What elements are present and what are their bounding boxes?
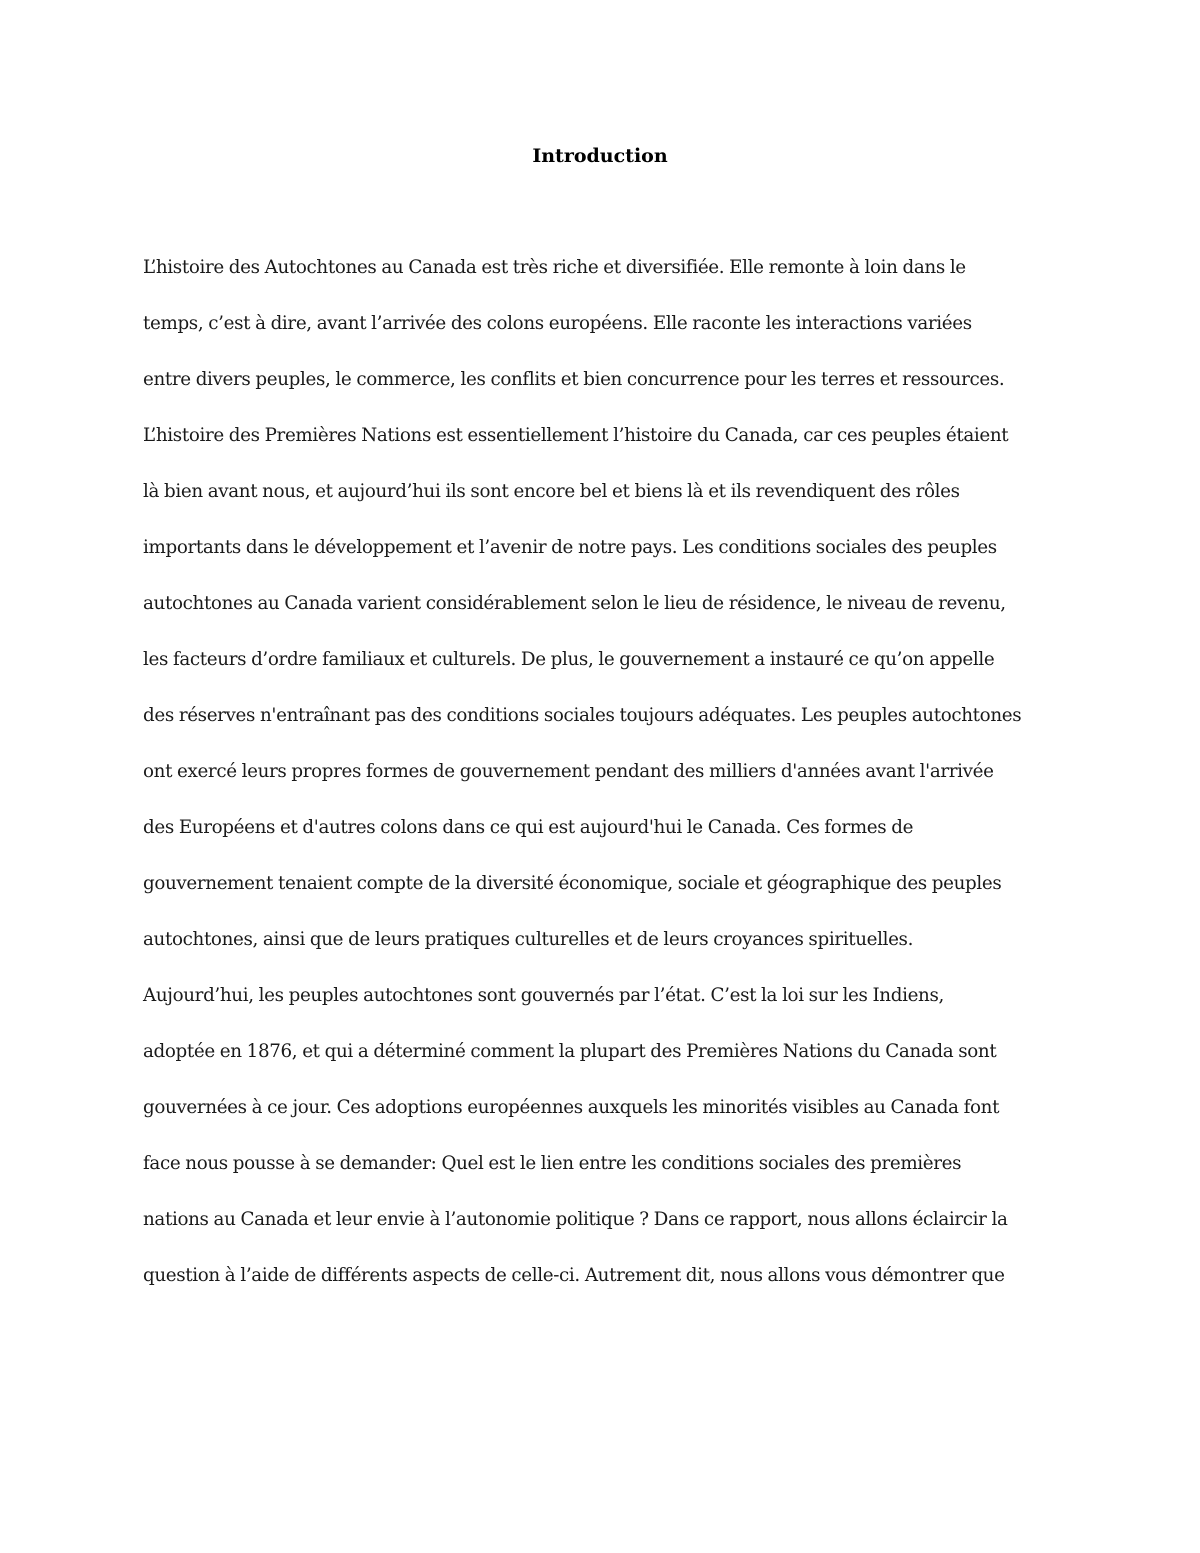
text-line: temps, c’est à dire, avant l’arrivée des colons européens. Elle raconte les interactions variées: [143, 313, 972, 334]
text-line: nations au Canada et leur envie à l’autonomie politique ? Dans ce rapport, nous allons éclaircir la: [143, 1209, 1008, 1230]
text-line: entre divers peuples, le commerce, les conflits et bien concurrence pour les terres et ressources.: [143, 369, 1005, 390]
text-line: L’histoire des Premières Nations est essentiellement l’histoire du Canada, car ces peuples étaient: [143, 425, 1009, 446]
page-title: Introduction: [532, 145, 668, 167]
body-text: [143, 252, 1063, 1316]
text-line: des réserves n'entraînant pas des conditions sociales toujours adéquates. Les peuples autochtones: [143, 705, 1022, 726]
text-line: question à l’aide de différents aspects de celle-ci. Autrement dit, nous allons vous démontrer que: [143, 1265, 1005, 1286]
text-line: gouvernement tenaient compte de la diversité économique, sociale et géographique des peuples: [143, 873, 1002, 894]
text-line: ont exercé leurs propres formes de gouvernement pendant des milliers d'années avant l'arrivée: [143, 761, 994, 782]
text-line: les facteurs d’ordre familiaux et culturels. De plus, le gouvernement a instauré ce qu’on appelle: [143, 649, 995, 670]
text-line: importants dans le développement et l’avenir de notre pays. Les conditions sociales des peuples: [143, 537, 997, 558]
text-line: face nous pousse à se demander: Quel est le lien entre les conditions sociales des premières: [143, 1153, 962, 1174]
text-line: Aujourd’hui, les peuples autochtones sont gouvernés par l’état. C’est la loi sur les Indiens,: [143, 985, 944, 1006]
text-line: là bien avant nous, et aujourd’hui ils sont encore bel et biens là et ils revendiquent des rôles: [143, 481, 960, 502]
text-line: autochtones au Canada varient considérablement selon le lieu de résidence, le niveau de revenu,: [143, 593, 1006, 614]
text-line: des Européens et d'autres colons dans ce qui est aujourd'hui le Canada. Ces formes de: [143, 817, 914, 838]
text-line: gouvernées à ce jour. Ces adoptions européennes auxquels les minorités visibles au Canada font: [143, 1097, 1000, 1118]
text-line: adoptée en 1876, et qui a déterminé comment la plupart des Premières Nations du Canada sont: [143, 1041, 997, 1062]
text-line: autochtones, ainsi que de leurs pratiques culturelles et de leurs croyances spirituelles.: [143, 929, 914, 950]
text-line: L’histoire des Autochtones au Canada est très riche et diversifiée. Elle remonte à loin dans le: [143, 257, 966, 278]
